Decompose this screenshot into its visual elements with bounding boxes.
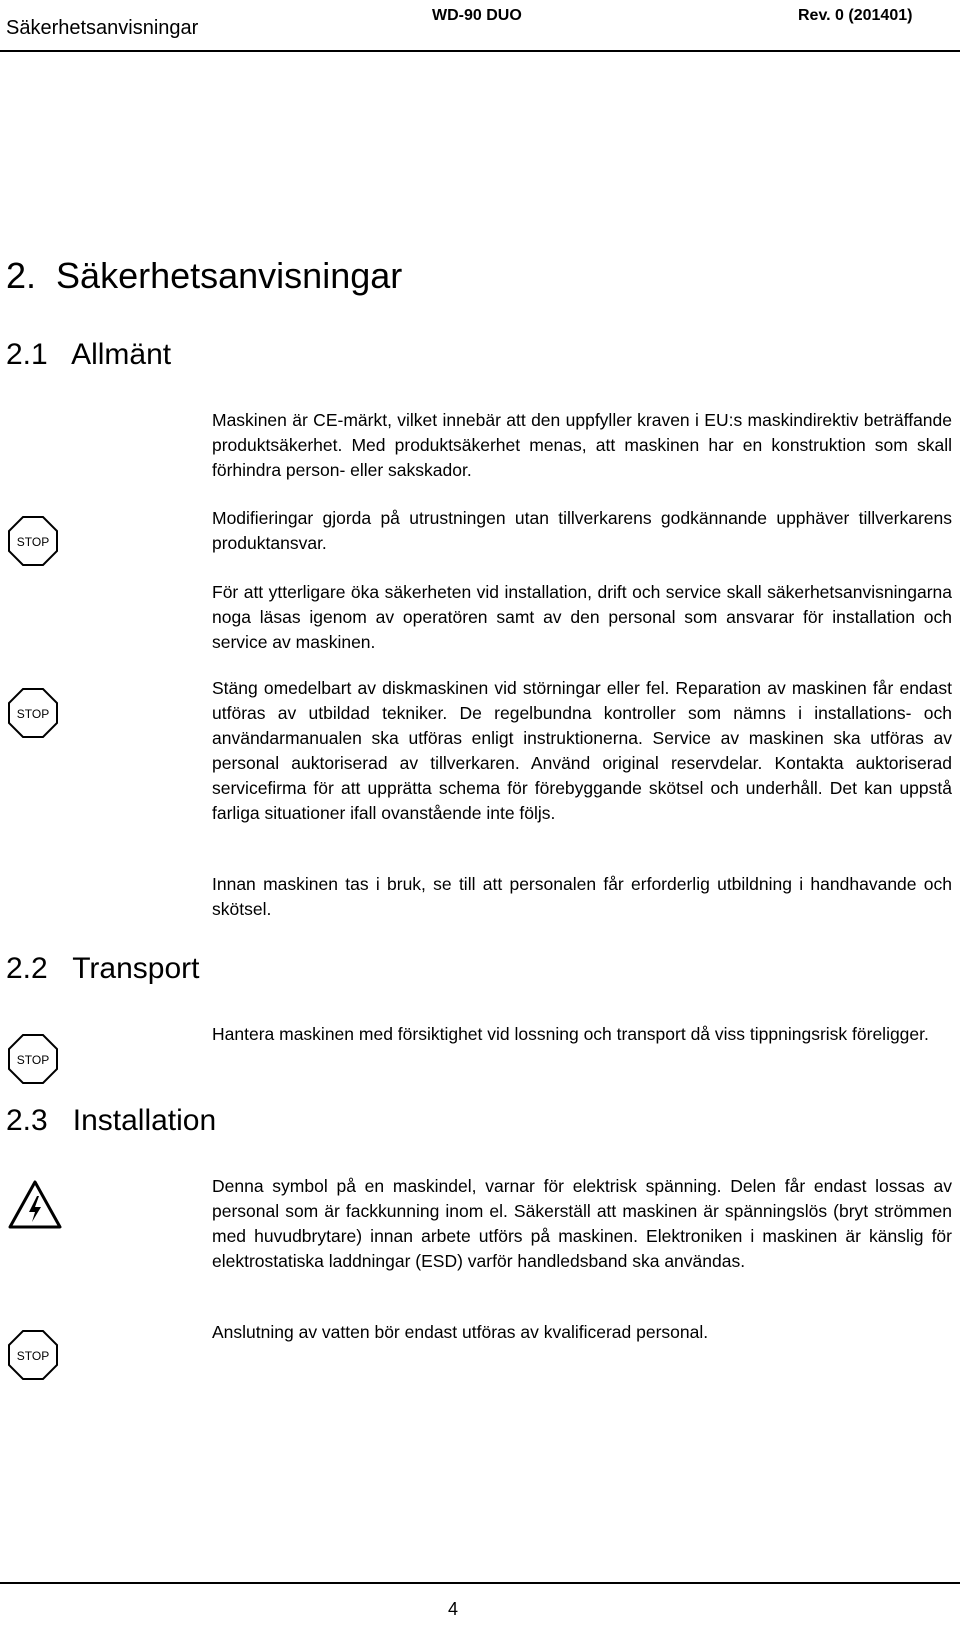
section-heading-allmant xyxy=(6,338,171,372)
section-title: Transport xyxy=(72,952,200,985)
stop-sign-icon xyxy=(8,1034,58,1084)
section-number: 2.1 xyxy=(6,338,48,371)
footer-divider xyxy=(0,1582,960,1584)
paragraph: Denna symbol på en maskindel, varnar för elektrisk spänning. Delen får endast lossas av personal som är fackkunning inom el. Säkerställ att maskinen är spänningslös (bryt strömmen med huvudbrytare) innan arbete utförs på maskinen. Elektroniken i maskinen är känslig för elektrostatiska laddningar (ESD) varför handledsband ska användas. xyxy=(212,1176,952,1271)
running-header-title: Säkerhetsanvisningar xyxy=(6,17,199,39)
section-number: 2.2 xyxy=(6,952,48,985)
stop-sign-label: STOP xyxy=(16,707,50,721)
section-heading-installation xyxy=(6,1104,216,1138)
high-voltage-warning-icon xyxy=(8,1180,62,1230)
header-divider xyxy=(0,50,960,52)
stop-sign-label: STOP xyxy=(16,1053,50,1067)
chapter-number: 2. xyxy=(6,255,37,296)
paragraph: Hantera maskinen med försiktighet vid lossning och transport då viss tippningsrisk föreligger. xyxy=(212,1024,929,1044)
paragraph: Innan maskinen tas i bruk, se till att personalen får erforderlig utbildning i handhavande och skötsel. xyxy=(212,874,952,919)
stop-sign-label: STOP xyxy=(16,535,50,549)
chapter-heading xyxy=(6,256,402,296)
paragraph: Maskinen är CE-märkt, vilket innebär att den uppfyller kraven i EU:s maskindirektiv beträffande produktsäkerhet. Med produktsäkerhet menas, att maskinen har en konstruktion som skall förhindra person- eller sakskador. xyxy=(212,410,952,480)
running-header-revision: Rev. 0 (201401) xyxy=(798,7,913,24)
running-header-model: WD-90 DUO xyxy=(432,7,522,24)
page-number: 4 xyxy=(448,1599,459,1619)
paragraph: Stäng omedelbart av diskmaskinen vid störningar eller fel. Reparation av maskinen får endast utföras av utbildad tekniker. De regelbundna kontroller som nämns i installations- och användarmanualen ska utföras enligt instruktionerna. Service av maskinen ska utföras av personal auktoriserad av tillverkaren. Använd original reservdelar. Kontakta auktoriserad servicefirma för att upprätta schema för förebyggande skötsel och underhåll. Det kan uppstå farliga situationer ifall ovanstående inte följs. xyxy=(212,678,952,823)
stop-sign-icon xyxy=(8,516,58,566)
stop-sign-icon xyxy=(8,1330,58,1380)
section-number: 2.3 xyxy=(6,1104,48,1137)
stop-sign-label: STOP xyxy=(16,1349,50,1363)
section-title: Installation xyxy=(72,1104,217,1137)
section-heading-transport xyxy=(6,952,199,986)
paragraph: Modifieringar gjorda på utrustningen utan tillverkarens godkännande upphäver tillverkarens produktansvar. xyxy=(212,508,952,553)
section-title: Allmänt xyxy=(71,338,172,371)
stop-sign-icon xyxy=(8,688,58,738)
chapter-title: Säkerhetsanvisningar xyxy=(56,255,403,296)
paragraph: För att ytterligare öka säkerheten vid installation, drift och service skall säkerhetsanvisningarna noga läsas igenom av operatören samt av den personal som ansvarar för installation och service av maskinen. xyxy=(212,582,952,652)
paragraph: Anslutning av vatten bör endast utföras av kvalificerad personal. xyxy=(212,1322,709,1342)
